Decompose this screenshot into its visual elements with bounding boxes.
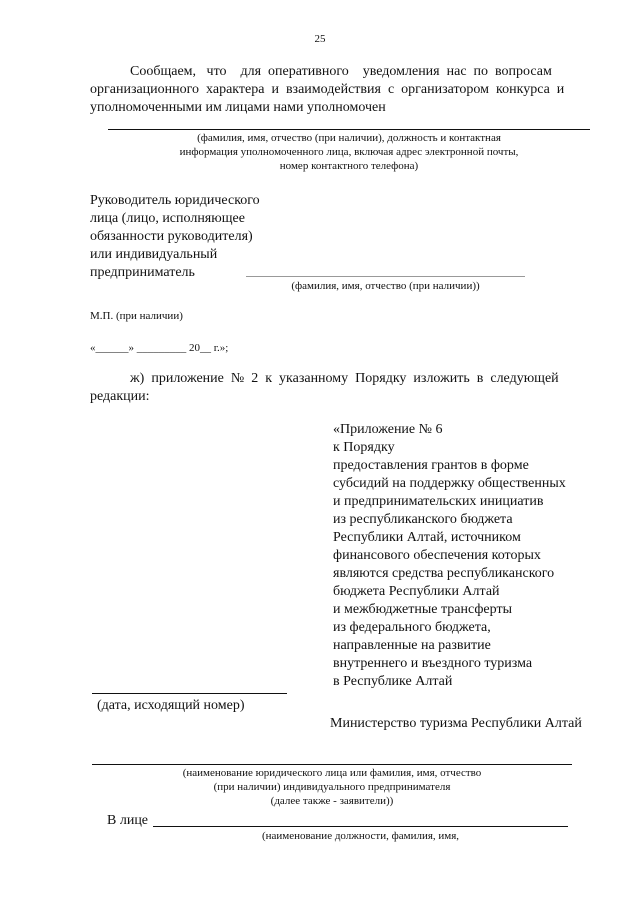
appendix-line-14: внутреннего и въездного туризма [333, 656, 533, 671]
amendment-line-1: ж) приложение № 2 к указанному Порядку изложить в следующей [130, 371, 559, 386]
intro-line-3: уполномоченными им лицами нами уполномочен [90, 100, 386, 115]
head-line-1: Руководитель юридического [90, 193, 260, 208]
appendix-line-7: Республики Алтай, источником [333, 530, 521, 545]
contact-caption-line-3: номер контактного телефона) [279, 160, 419, 172]
appendix-line-3: предоставления грантов в форме [333, 458, 529, 473]
head-line-5: предприниматель [90, 265, 195, 280]
applicant-caption [92, 766, 572, 808]
contact-caption [108, 131, 590, 173]
amendment-line-2: редакции: [90, 389, 150, 404]
appendix-line-15: в Республике Алтай [333, 674, 453, 689]
appendix-line-2: к Порядку [333, 440, 395, 455]
contact-caption-line-1: (фамилия, имя, отчество (при наличии), должность и контактная [197, 132, 501, 144]
appendix-line-1: «Приложение № 6 [333, 422, 443, 437]
appendix-line-4: субсидий на поддержку общественных [333, 476, 566, 491]
in-person-label: В лице [107, 813, 149, 828]
amendment-paragraph [90, 370, 610, 406]
applicant-caption-line-3: (далее также - заявители)) [270, 795, 394, 807]
appendix-line-6: из республиканского бюджета [333, 512, 513, 527]
appendix-line-5: и предпринимательских инициатив [333, 494, 544, 509]
appendix-line-9: являются средства республиканского [333, 566, 555, 581]
appendix-line-12: из федерального бюджета, [333, 620, 491, 635]
contact-signature-line [108, 129, 590, 130]
applicant-caption-line-2: (при наличии) индивидуального предпринимателя [213, 781, 451, 793]
appendix-block [333, 421, 613, 691]
ministry-addressee: Министерство туризма Республики Алтай [330, 716, 582, 731]
head-line-3: обязанности руководителя) [90, 229, 253, 244]
head-line-2: лица (лицо, исполняющее [90, 211, 245, 226]
applicant-line [92, 764, 572, 765]
in-person-line [153, 826, 568, 827]
head-caption: (фамилия, имя, отчество (при наличии)) [291, 280, 480, 292]
contact-caption-line-2: информация уполномоченного лица, включая адрес электронной почты, [179, 146, 519, 158]
appendix-line-11: и межбюджетные трансферты [333, 602, 512, 617]
intro-line-1: Сообщаем, что для оперативного уведомления нас по вопросам [130, 64, 552, 79]
appendix-line-13: направленные на развитие [333, 638, 491, 653]
stamp-label: М.П. (при наличии) [90, 310, 183, 322]
intro-paragraph [90, 63, 610, 117]
appendix-line-8: финансового обеспечения которых [333, 548, 541, 563]
page-number: 25 [314, 33, 326, 45]
head-block [90, 192, 330, 282]
intro-line-2: организационного характера и взаимодействия с организатором конкурса и [90, 82, 565, 97]
appendix-line-10: бюджета Республики Алтай [333, 584, 500, 599]
date-number-line [92, 693, 287, 694]
date-caption: (дата, исходящий номер) [97, 698, 245, 713]
position-caption: (наименование должности, фамилия, имя, [261, 830, 460, 842]
head-signature-line [246, 276, 525, 277]
date-line: «______» _________ 20__ г.»; [90, 342, 229, 354]
head-line-4: или индивидуальный [90, 247, 218, 262]
applicant-caption-line-1: (наименование юридического лица или фамилия, имя, отчество [182, 767, 482, 779]
